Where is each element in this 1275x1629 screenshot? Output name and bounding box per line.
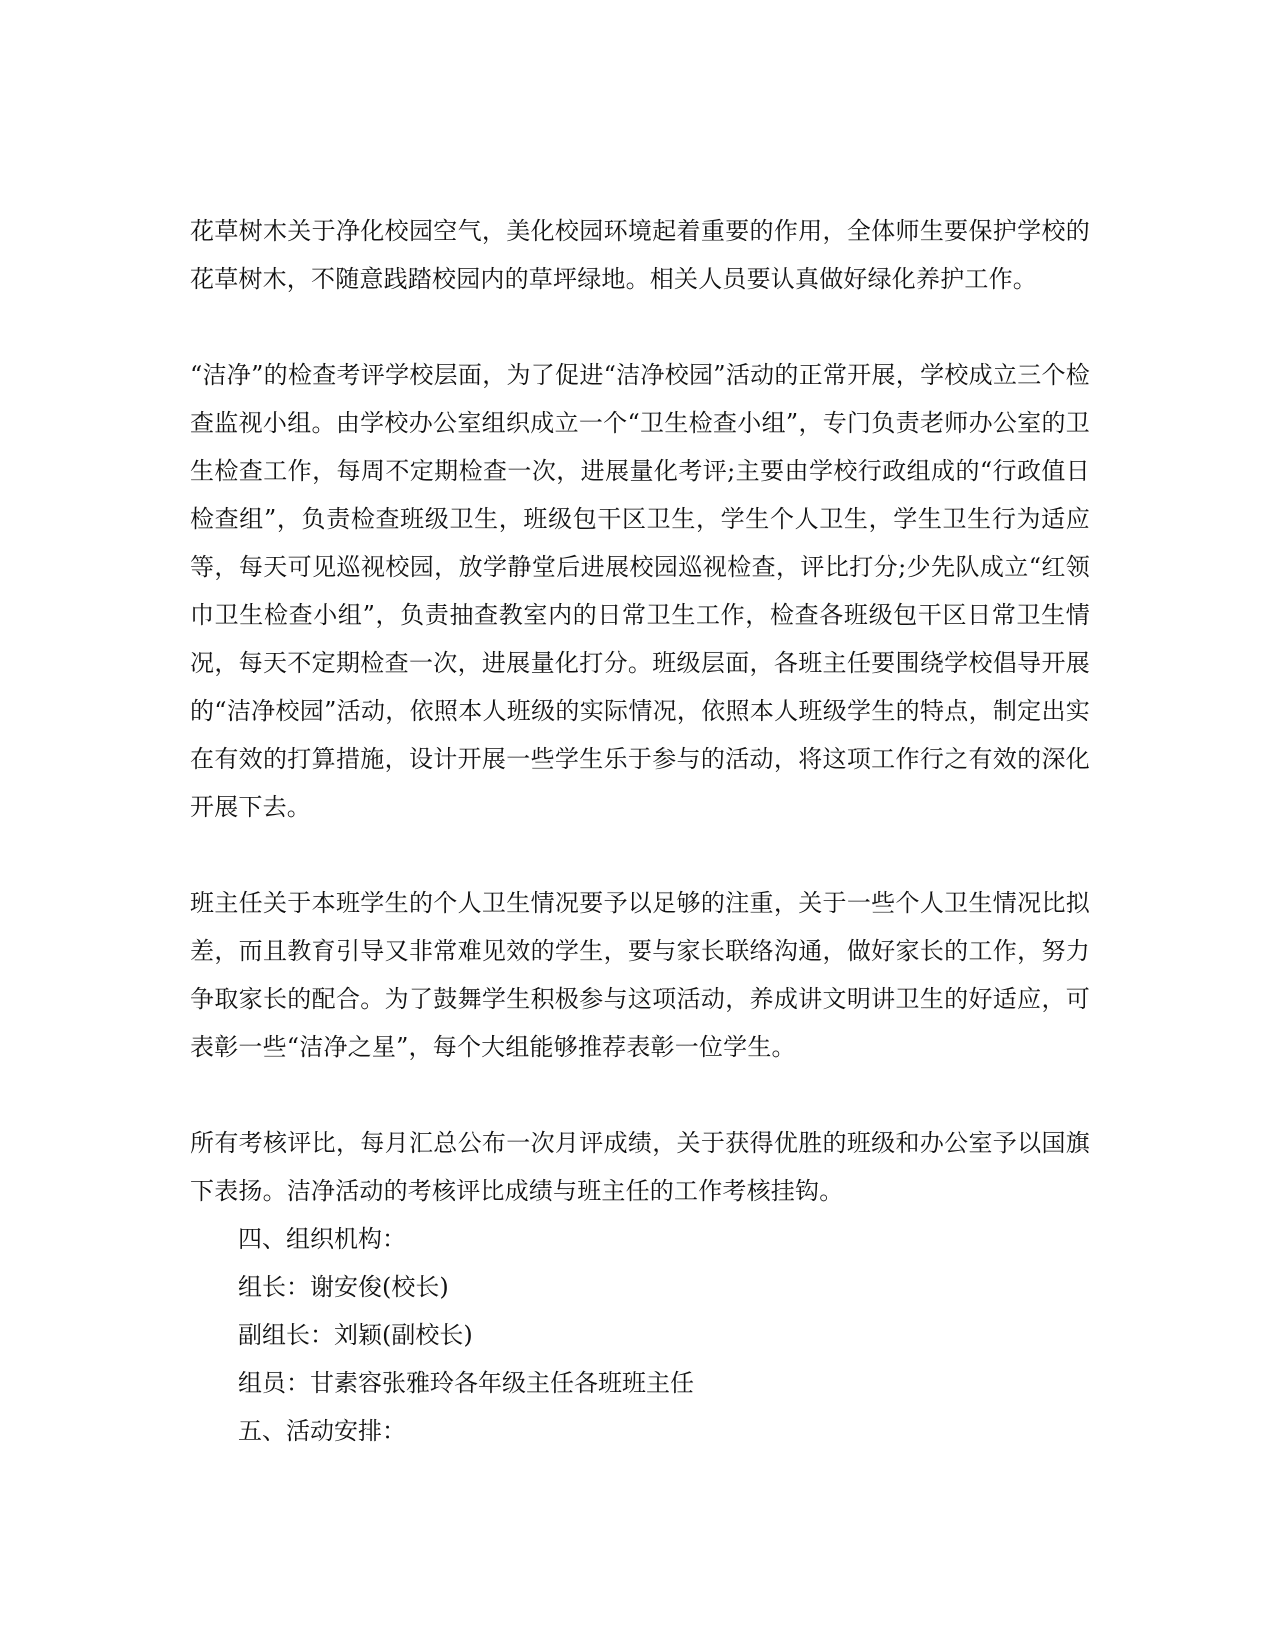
section-heading-activity-arrangement: 五、活动安排：: [238, 1417, 406, 1445]
paragraph-evaluation: 所有考核评比，每月汇总公布一次月评成绩，关于获得优胜的班级和办公室予以国旗下表扬。洁净活动的考核评比成绩与班主任的工作考核挂钩。: [190, 1129, 1090, 1205]
paragraph-greenery: 花草树木关于净化校园空气，美化校园环境起着重要的作用，全体师生要保护学校的花草树木，不随意践踏校园内的草坪绿地。相关人员要认真做好绿化养护工作。: [190, 217, 1090, 293]
line-deputy-leader: 副组长：刘颖(副校长): [238, 1321, 473, 1349]
line-group-leader: 组长：谢安俊(校长): [238, 1273, 449, 1301]
paragraph-class-teacher: 班主任关于本班学生的个人卫生情况要予以足够的注重，关于一些个人卫生情况比拟差，而且教育引导又非常难见效的学生，要与家长联络沟通，做好家长的工作，努力争取家长的配合。为了鼓舞学生积极参与这项活动，养成讲文明讲卫生的好适应，可表彰一些“洁净之星”，每个大组能够推荐表彰一位学生。: [190, 889, 1090, 1061]
paragraph-inspection: “洁净”的检查考评学校层面，为了促进“洁净校园”活动的正常开展，学校成立三个检查监视小组。由学校办公室组织成立一个“卫生检查小组”，专门负责老师办公室的卫生检查工作，每周不定期检查一次，进展量化考评;主要由学校行政组成的“行政值日检查组”，负责检查班级卫生，班级包干区卫生，学生个人卫生，学生卫生行为适应等，每天可见巡视校园，放学静堂后进展校园巡视检查，评比打分;少先队成立“红领巾卫生检查小组”，负责抽查教室内的日常卫生工作，检查各班级包干区日常卫生情况，每天不定期检查一次，进展量化打分。班级层面，各班主任要围绕学校倡导开展的“洁净校园”活动，依照本人班级的实际情况，依照本人班级学生的特点，制定出实在有效的打算措施，设计开展一些学生乐于参与的活动，将这项工作行之有效的深化开展下去。: [190, 361, 1090, 821]
section-heading-organization: 四、组织机构：: [238, 1225, 406, 1253]
line-group-members: 组员：甘素容张雅玲各年级主任各班班主任: [238, 1369, 694, 1397]
document-body: [190, 207, 1090, 1455]
